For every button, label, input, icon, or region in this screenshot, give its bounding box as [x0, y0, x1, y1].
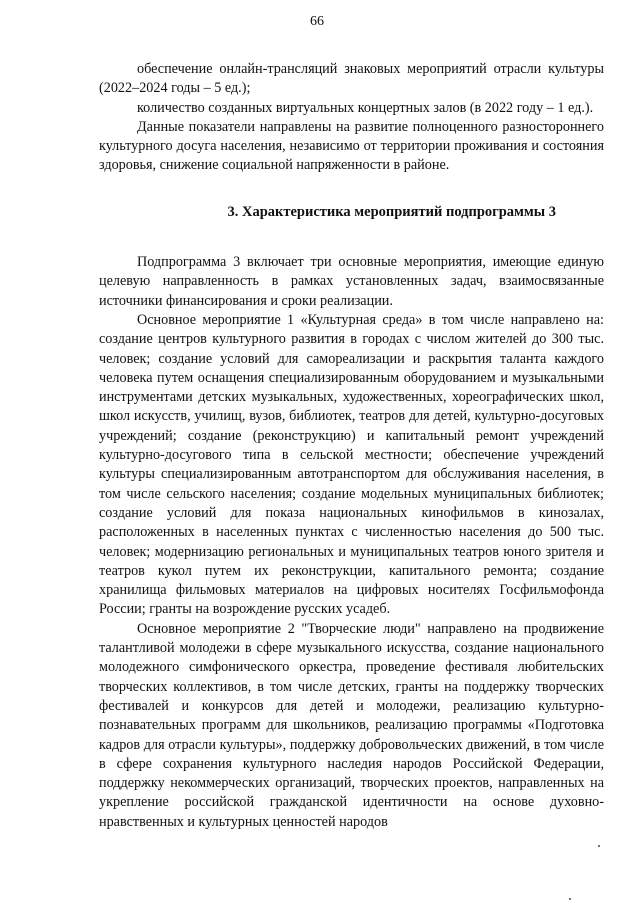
- paragraph-virtual-halls: количество созданных виртуальных концертных залов (в 2022 году – 1 ед.).: [137, 99, 594, 116]
- paragraph-cultural-environment: Основное мероприятие 1 «Культурная среда» в том числе направлено на: создание центров культурного развития в городах с числом жителей до 300 тыс. человек; создание условий для самореализации и раскрытия таланта каждого человека путем оснащения специализированным оборудованием и музыкальными инструментами детских музыкальных, художественных, хореографических школ, школ искусств, училищ, вузов, библиотек, театров для детей, культурно-досуговых учреждений; создание (реконструкцию) и капитальный ремонт учреждений культурно-досугового типа в сельской местности; обеспечение учреждений культуры специализированным автотранспортом для обслуживания населения, в том числе сельского населения; создание модельных муниципальных библиотек; создание условий для показа национальных кинофильмов в кинозалах, расположенных в населенных пунктах с численностью населения до 500 тыс. человек; модернизацию региональных и муниципальных театров юного зрителя и театров кукол путем их реконструкции, капитального ремонта; создание хранилища фильмовых материалов на цифровых носителях Госфильмофонда России; гранты на возрождение русских усадеб.: [99, 311, 604, 618]
- paragraph-subprogram-intro: Подпрограмма 3 включает три основные мероприятия, имеющие единую целевую направленность в рамках установленных задач, взаимосвязанные источники финансирования и сроки реализации.: [99, 254, 604, 309]
- page-body: [99, 60, 604, 832]
- scan-speck: [569, 898, 571, 900]
- scan-speck: [598, 845, 600, 847]
- paragraph-online-broadcasts: обеспечение онлайн-трансляций знаковых мероприятий отрасли культуры (2022–2024 годы – 5 ед.);: [99, 61, 604, 97]
- section-title: 3. Характеристика мероприятий подпрограммы 3: [227, 203, 556, 220]
- paragraph-creative-people: Основное мероприятие 2 "Творческие люди" направлено на продвижение талантливой молодежи в сфере музыкального искусства, создание национального молодежного симфонического оркестра, проведение фестиваля любительских творческих коллективов, в том числе детских, гранты на поддержку творческих фестивалей и конкурсов для детей и молодежи, реализацию культурно-познавательных программ для школьников, реализацию программы «Подготовка кадров для отрасли культуры», поддержку добровольческих движений, в том числе в сфере сохранения культурного наследия народов Российской Федерации, поддержку некоммерческих организаций, творческих проектов, направленных на укрепление российской гражданской идентичности на основе духовно-нравственных и культурных ценностей народов: [99, 620, 604, 830]
- paragraph-indicators: Данные показатели направлены на развитие полноценного разностороннего культурного досуга населения, независимо от территории проживания и состояния здоровья, снижение социальной напряженности в районе.: [99, 118, 604, 174]
- page-number: 66: [310, 14, 324, 29]
